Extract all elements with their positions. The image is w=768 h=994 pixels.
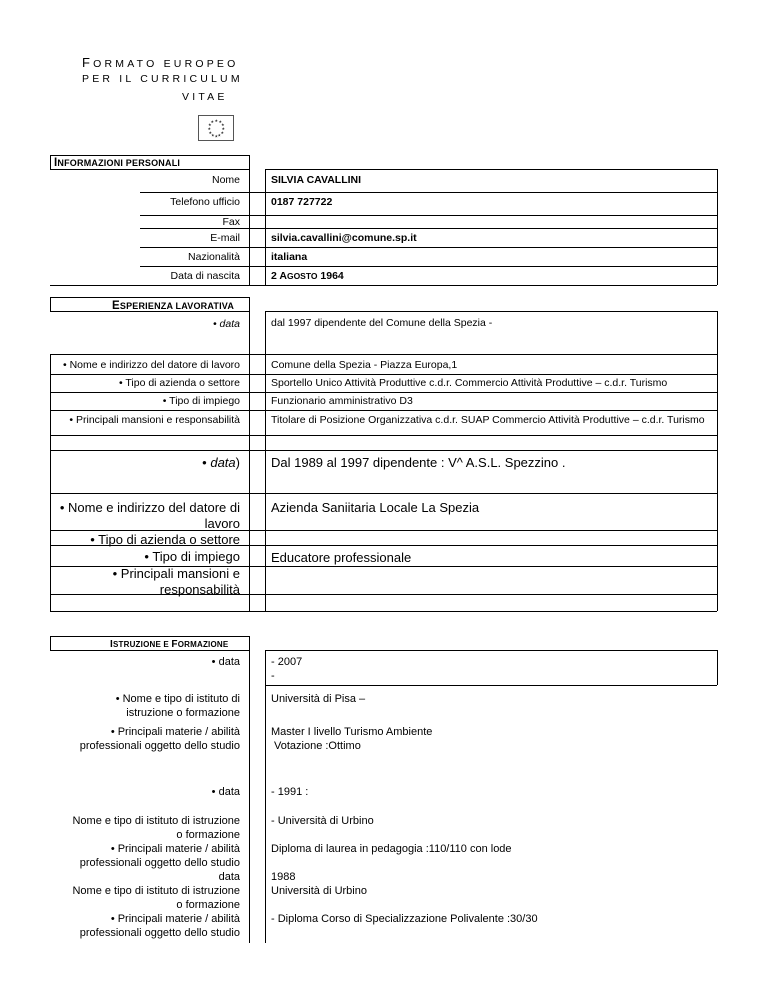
label-fax: Fax: [222, 216, 240, 228]
value-name: SILVIA CAVALLINI: [271, 174, 362, 186]
title-cap-letter: F: [82, 55, 94, 70]
svg-text:★: ★: [218, 119, 223, 124]
edu2-subjects-value: Diploma di laurea in pedagogia :110/110 con lode: [271, 843, 512, 855]
label-nationality: Nazionalità: [188, 251, 240, 263]
job1-duties-value: Titolare di Posizione Organizzativa c.d.r. SUAP Commercio Attività Produttive – c.d.r. Turismo: [271, 414, 705, 426]
edu3-institution-label: Nome e tipo di istituto di istruzione o formazione: [72, 885, 240, 911]
value-email: silvia.cavallini@comune.sp.it: [271, 232, 417, 244]
job2-employer-label: • Nome e indirizzo del datore di lavoro: [59, 500, 240, 531]
job1-date-value: dal 1997 dipendente del Comune della Spezia -: [271, 317, 493, 329]
edu3-date-label: data: [218, 871, 240, 883]
job1-job-label: • Tipo di impiego: [162, 395, 240, 407]
svg-text:★: ★: [214, 133, 219, 139]
job2-duties-label: • Principali mansioni e responsabilità: [112, 566, 240, 597]
edu2-date-value: - 1991 :: [271, 786, 309, 798]
edu1-subjects-value: Master I livello Turismo Ambiente Votazione :Ottimo: [271, 726, 433, 752]
edu3-date-value: 1988: [271, 871, 296, 883]
section-heading-work: ESPERIENZA LAVORATIVA: [112, 300, 235, 312]
job1-sector-value: Sportello Unico Attività Produttive c.d.r. Commercio Attività Produttive – c.d.r. Turismo: [271, 377, 668, 389]
cv-title-line1: [82, 55, 239, 70]
eu-flag-logo: [198, 115, 234, 141]
section-heading-education: ISTRUZIONE E FORMAZIONE: [110, 639, 229, 650]
job2-sector-label: • Tipo di azienda o settore: [90, 532, 240, 547]
svg-text:★: ★: [217, 132, 222, 138]
svg-text:★: ★: [221, 122, 225, 127]
job1-employer-label: • Nome e indirizzo del datore di lavoro: [62, 359, 240, 371]
job1-date-label: • data: [212, 318, 240, 330]
label-office-phone: Telefono ufficio: [170, 196, 240, 208]
label-name: Nome: [211, 174, 240, 186]
job2-date-value: Dal 1989 al 1997 dipendente : V^ A.S.L. Spezzino .: [271, 455, 566, 470]
cv-title-line3: VITAE: [182, 91, 228, 103]
svg-text:★: ★: [220, 130, 225, 135]
edu2-institution-label: Nome e tipo di istituto di istruzione o formazione: [72, 815, 240, 841]
edu2-subjects-label: • Principali materie / abilità professionali oggetto dello studio: [79, 843, 240, 869]
label-birth-date: Data di nascita: [170, 270, 240, 282]
job1-job-value: Funzionario amministrativo D3: [271, 395, 413, 407]
title-line1-text: ORMATO EUROPEO: [93, 58, 239, 70]
edu3-subjects-value: - Diploma Corso di Specializzazione Polivalente :30/30: [271, 913, 538, 925]
svg-text:★: ★: [211, 132, 215, 138]
edu1-date-value: - 2007 -: [271, 656, 303, 682]
value-nationality: italiana: [271, 251, 308, 263]
value-office-phone: 0187 727722: [271, 196, 333, 208]
svg-text:★: ★: [221, 126, 226, 131]
edu1-date-label: • data: [211, 656, 240, 668]
job2-date-label: • data): [202, 455, 240, 470]
eu-stars-icon: [199, 116, 233, 140]
edu3-institution-value: Università di Urbino: [271, 885, 367, 897]
job2-job-value: Educatore professionale: [271, 550, 412, 565]
value-birth-date: 2 AGOSTO 1964: [271, 270, 344, 282]
job1-employer-value: Comune della Spezia - Piazza Europa,1: [271, 359, 458, 371]
svg-text:★: ★: [208, 130, 213, 135]
job1-sector-label: • Tipo di azienda o settore: [118, 377, 240, 389]
svg-text:★: ★: [214, 118, 219, 123]
section-heading-personal: INFORMAZIONI PERSONALI: [54, 157, 181, 169]
edu2-date-label-row: • data: [211, 786, 240, 798]
edu1-institution-label: • Nome e tipo di istituto di istruzione o formazione: [115, 693, 240, 719]
svg-text:★: ★: [207, 126, 212, 131]
job1-duties-label: • Principali mansioni e responsabilità: [69, 414, 240, 426]
svg-text:★: ★: [208, 122, 212, 127]
job2-employer-value: Azienda Saniitaria Locale La Spezia: [271, 500, 480, 515]
svg-text:★: ★: [210, 119, 215, 124]
edu2-institution-value: - Università di Urbino: [271, 815, 374, 827]
job2-job-label: • Tipo di impiego: [144, 549, 240, 564]
edu1-subjects-label: • Principali materie / abilità professionali oggetto dello studio: [79, 726, 240, 752]
edu3-subjects-label: • Principali materie / abilità professionali oggetto dello studio: [79, 913, 240, 939]
cv-title-line2: PER IL CURRICULUM: [82, 73, 243, 85]
label-email: E-mail: [210, 232, 240, 244]
edu1-institution-value: Università di Pisa –: [271, 693, 366, 705]
